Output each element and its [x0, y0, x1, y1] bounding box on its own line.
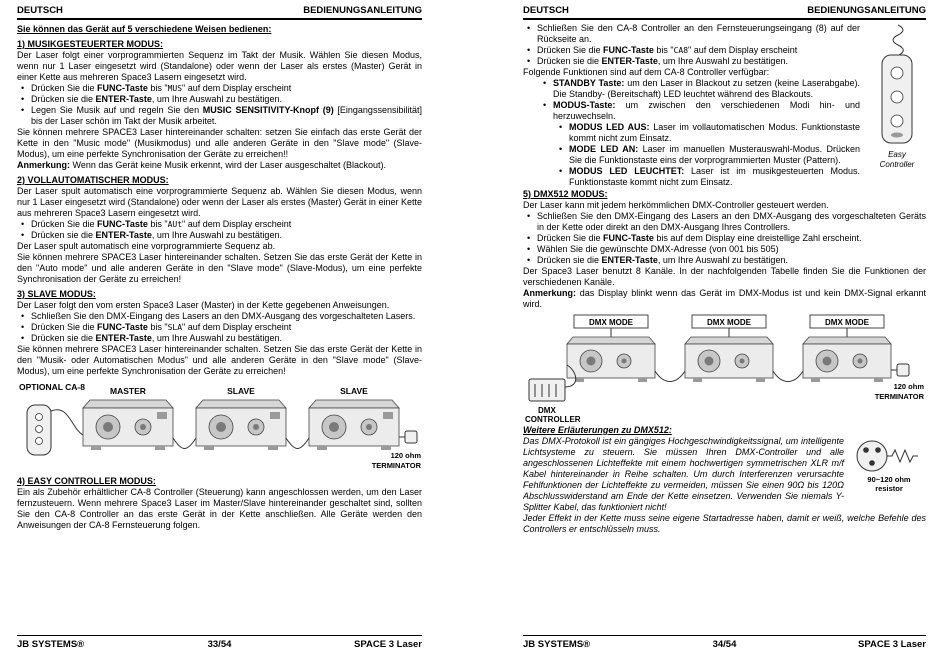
text-run: um zwischen den verschiedenen Modi hin- und herzuwechseln. — [553, 100, 860, 121]
bullet-marker: • — [21, 94, 25, 104]
dmx-unit-1-drawing — [567, 315, 655, 382]
section-heading — [17, 175, 422, 186]
footer-product: SPACE 3 Laser — [354, 639, 422, 650]
terminator-plug-drawing — [891, 364, 909, 376]
text-run: Drücken Sie die — [31, 322, 98, 332]
text-run: [Eingangssensibilität] bis der Laser schön im Takt der Musik arbeitet. — [31, 105, 422, 126]
bold-text: Anmerkung: — [523, 288, 577, 298]
paragraph — [17, 252, 422, 285]
laser-unit-slave1-drawing — [196, 386, 286, 450]
text-run: , um Ihre Auswahl zu bestätigen. — [657, 255, 788, 265]
bold-text: MODUS LED AUS: — [569, 122, 650, 132]
text-run: Drücken sie die — [31, 333, 96, 343]
dmx-unit-2-drawing — [685, 315, 773, 382]
bullet-item — [17, 83, 422, 94]
unit-label-slave2: SLAVE — [340, 386, 368, 396]
bullet-item — [17, 105, 422, 127]
dmx-link-cable-1 — [655, 371, 685, 382]
bullet-marker: • — [21, 219, 25, 229]
paragraph — [17, 186, 422, 219]
bullet-marker: • — [543, 78, 547, 88]
text-run: 4) EASY CONTROLLER MODUS: — [17, 476, 156, 486]
bold-text: FUNC-Taste — [97, 322, 148, 332]
text-run: Laser ist im musikgesteuerten Modus. Funktionstaste kommt nicht zum Einsatz. — [569, 166, 860, 187]
text-run: Wählen Sie die gewünschte DMX-Adresse (von 001 bis 505) — [537, 244, 779, 254]
text-run: Laser im vollautomatischen Modus. Funktionstaste kommt nicht zum Einsatz. — [569, 122, 860, 143]
bold-text: ENTER-Taste — [95, 333, 152, 343]
text-run: 5) DMX512 MODUS: — [523, 189, 608, 199]
text-run: Laser im manuellen Musterauswahl-Modus. Drücken Sie die Funktionstaste eins der vorprogrammierten Muster (Pattern). — [569, 144, 860, 165]
controller-caption-line1: Easy — [888, 150, 906, 159]
paragraph — [17, 50, 422, 83]
header-title: BEDIENUNGSANLEITUNG — [303, 5, 422, 16]
display-code: MUS — [167, 84, 183, 93]
paragraph — [523, 67, 926, 78]
bullet-item — [17, 219, 422, 230]
text-run: Der Laser spult automatisch eine vorprogrammierte Sequenz ab. — [17, 241, 276, 251]
text-run: , um Ihre Auswahl zu bestätigen. — [151, 333, 282, 343]
paragraph — [523, 266, 926, 288]
bullet-marker: • — [527, 23, 531, 33]
page-footer — [523, 635, 926, 650]
bold-text: MODUS-Taste: — [553, 100, 616, 110]
bullet-item — [523, 56, 926, 67]
bullet-marker: • — [559, 166, 563, 176]
dmx-controller-label-line1: DMX — [538, 406, 556, 415]
text-run: bis " — [653, 45, 674, 55]
header-title: BEDIENUNGSANLEITUNG — [807, 5, 926, 16]
text-run: Ein als Zubehör erhältlicher CA-8 Controller (Steuerung) kann angeschlossen werden, um den Laser fernzusteuern. Wenn mehrere Space3 Laser im Master/Slave hintereinander geschaltet sind, sollten Sie den CA-8 Controller an das erste Gerät in der Kette anschließen. Alle Geräte werden den Anweisungen der CA-8 Fernsteuerung folgen. — [17, 487, 422, 530]
paragraph — [523, 513, 926, 535]
text-run: Drücken Sie die — [31, 83, 98, 93]
bullet-item — [523, 122, 926, 144]
text-run: , um Ihre Auswahl zu bestätigen. — [151, 230, 282, 240]
text-run: Jeder Effekt in der Kette muss seine eigene Startadresse haben, damit er weiß, welche Befehle des Controllers er entschlüsseln muss. — [523, 513, 926, 534]
section-heading — [17, 24, 422, 35]
bullet-marker: • — [21, 322, 25, 332]
text-run: Folgende Funktionen sind auf dem CA-8 Controller verfügbar: — [523, 67, 770, 77]
text-run: Wenn das Gerät keine Musik erkennt, wird der Laser ausgeschaltet (Blackout). — [70, 160, 386, 170]
bullet-marker: • — [559, 122, 563, 132]
bullet-item — [523, 211, 926, 233]
paragraph — [17, 241, 422, 252]
text-run: Sie können das Gerät auf 5 verschiedene Weisen bedienen: — [17, 24, 272, 34]
text-run: Drücken Sie die — [31, 219, 98, 229]
display-code: CA8 — [673, 46, 689, 55]
bold-text: MUSIC SENSITIVITY-Knopf (9) — [202, 105, 334, 115]
optional-ca8-label: OPTIONAL CA-8 — [19, 382, 85, 392]
resistor-label-line2: resistor — [875, 484, 903, 493]
terminator-label-line2: TERMINATOR — [371, 461, 421, 470]
terminator-resistor-figure — [852, 436, 926, 497]
bold-text: FUNC-Taste — [97, 219, 148, 229]
controller-caption-line2: Controller — [879, 160, 915, 169]
page-body — [17, 20, 422, 633]
bullet-item — [523, 78, 926, 100]
text-run: Legen Sie Musik auf und regeln Sie den — [31, 105, 203, 115]
bullet-item — [17, 311, 422, 322]
text-run: Drücken Sie die — [537, 45, 604, 55]
text-run: Das DMX-Protokoll ist ein gängiges Hochgeschwindigkeitssignal, um intelligente Lichtsysteme zu steuern. Sie müssen Ihren DMX-Controller und alle angeschlossenen Lichteffekte mit einem hochwertigen symmetrischen XLR m/f Kabel hintereinander in Reihe schalten. Um durch Interferenzen verursachte Fehlfunktionen der Lichteffekte zu vermeiden, müssen Sie einen 90Ω bis 120Ω Abschlusswiderstand am Ende der Kette einsetzen. Verwenden Sie niemals Y-Splitter Kabel, das funktioniert nicht! — [523, 436, 844, 512]
bullet-marker: • — [543, 100, 547, 110]
text-run: " auf dem Display erscheint — [182, 322, 292, 332]
bold-text: STANDBY Taste: — [553, 78, 625, 88]
bullet-item — [17, 230, 422, 241]
text-run: Der Laser folgt einer vorprogrammierten Sequenz im Takt der Musik. Wählen Sie diesen Modus, wenn nur 1 Laser eingesetzt wird (Standalone) oder wenn der Laser als erstes (Master) Gerät in einer Kette aus mehreren Space3 Lasern eingesetzt wird. — [17, 50, 422, 82]
text-run: um den Laser in Blackout zu setzen (keine Laserabgabe). Die Standby- (Bereitschaft) LED leuchtet während des Blackouts. — [553, 78, 861, 99]
bold-text: ENTER-Taste — [95, 94, 152, 104]
text-run: Der Space3 Laser benutzt 8 Kanäle. In der nachfolgenden Tabelle finden Sie die Funktionen der verschiedenen Kanäle. — [523, 266, 926, 287]
bullet-marker: • — [527, 56, 531, 66]
text-run: Drücken sie die — [537, 255, 602, 265]
section-heading — [523, 189, 926, 200]
text-run: Schließen Sie den CA-8 Controller an den Fernsteuerungseingang (8) auf der Rückseite an. — [537, 23, 860, 44]
dmx-controller-label-line2: CONTROLLER — [525, 415, 581, 423]
text-run: , um Ihre Auswahl zu bestätigen. — [151, 94, 282, 104]
bold-text: MODUS LED LEUCHTET: — [569, 166, 685, 176]
bold-text: Anmerkung: — [17, 160, 71, 170]
text-blocks-dmx-notes-heading — [523, 425, 926, 436]
bullet-item — [523, 244, 926, 255]
text-run: Der Laser kann mit jedem herkömmlichen DMX-Controller gesteuert werden. — [523, 200, 829, 210]
text-blocks-sections-1-3 — [17, 24, 422, 377]
bullet-item — [17, 333, 422, 344]
text-run: Drücken sie die — [537, 56, 602, 66]
bold-text: ENTER-Taste — [95, 230, 152, 240]
bullet-marker: • — [21, 230, 25, 240]
paragraph — [523, 200, 926, 211]
text-run: bis " — [147, 322, 168, 332]
terminator-plug-drawing — [399, 431, 417, 443]
unit-label-slave1: SLAVE — [227, 386, 255, 396]
dmx-mode-label-2: DMX MODE — [707, 318, 751, 327]
text-run: 3) SLAVE MODUS: — [17, 289, 96, 299]
text-run: " auf dem Display erscheint — [688, 45, 798, 55]
bold-text: ENTER-Taste — [601, 255, 658, 265]
bullet-item — [523, 144, 926, 166]
text-run: Drücken sie die — [31, 230, 96, 240]
text-run: " auf dem Display erscheint — [182, 219, 292, 229]
dmx-unit-3-drawing — [803, 315, 891, 382]
text-run: Schließen Sie den DMX-Eingang des Lasers an den DMX-Ausgang des vorgeschalteten Geräts in der Kette oder direkt an den DMX-Ausgang Ihres Controllers. — [537, 211, 926, 232]
bullet-item — [523, 255, 926, 266]
link-cable-2 — [286, 438, 309, 449]
bold-text: ENTER-Taste — [601, 56, 658, 66]
bullet-marker: • — [21, 311, 25, 321]
laser-unit-slave2-drawing — [309, 386, 399, 450]
footer-brand: JB SYSTEMS® — [523, 639, 591, 650]
text-run: Drücken Sie die — [537, 233, 604, 243]
text-run: 1) MUSIKGESTEUERTER MODUS: — [17, 39, 164, 49]
bold-text: MODE LED AN: — [569, 144, 639, 154]
dmx-mode-label-1: DMX MODE — [589, 318, 633, 327]
dmx-link-cable-2 — [773, 371, 803, 382]
footer-page-number: 34/54 — [712, 639, 737, 650]
bullet-marker: • — [527, 233, 531, 243]
bullet-item — [523, 45, 926, 56]
bullet-marker: • — [21, 105, 25, 115]
bullet-marker: • — [527, 255, 531, 265]
terminator-label-line1: 120 ohm — [893, 382, 924, 391]
section-heading — [17, 39, 422, 50]
ca8-remote-drawing — [27, 405, 83, 455]
page-header — [523, 5, 926, 20]
bullet-marker: • — [527, 211, 531, 221]
header-language-label: DEUTSCH — [523, 5, 569, 16]
bold-text: FUNC-Taste — [603, 45, 654, 55]
page-right — [475, 0, 950, 654]
laser-unit-master-drawing — [83, 386, 173, 450]
paragraph — [523, 288, 926, 310]
text-blocks-section-5 — [523, 189, 926, 310]
bullet-marker: • — [559, 144, 563, 154]
header-language-label: DEUTSCH — [17, 5, 63, 16]
page-header — [17, 5, 422, 20]
paragraph — [17, 487, 422, 531]
bullet-item — [523, 100, 926, 122]
terminator-label-line1: 120 ohm — [390, 451, 421, 460]
text-run: Schließen Sie den DMX-Eingang des Lasers an den DMX-Ausgang des vorgeschalteten Lasers. — [31, 311, 416, 321]
text-run: bis " — [147, 83, 168, 93]
dmx-chain-figure — [523, 313, 926, 423]
xlr-resistor-drawing — [852, 436, 926, 494]
text-run: das Display blinkt wenn das Gerät im DMX-Modus ist und kein DMX-Signal erkannt wird. — [523, 288, 926, 309]
text-run: Weitere Erläuterungen zu DMX512: — [523, 425, 672, 435]
bullet-item — [17, 322, 422, 333]
text-run: Sie können mehrere SPACE3 Laser hintereinander schalten. Setzen Sie das erste Gerät der Kette in den "Musik- oder Automatischen Modus" und alle anderen Geräte in den "Slave mode" (Slave-Modus), um eine perfekte Synchronisation der Geräte zu erreichen! — [17, 344, 422, 376]
bullet-marker: • — [527, 244, 531, 254]
page-body — [523, 20, 926, 633]
text-run: Sie können mehrere SPACE3 Laser hintereinander schalten: setzen Sie einfach das erste Gerät der Kette in den "Music mode" (Musikmodus) und alle anderen Geräte in den "Slave mode" (Slave-Modus), um eine perfekte Synchronisation der Geräte zu erreichen!! — [17, 127, 422, 159]
footer-product: SPACE 3 Laser — [858, 639, 926, 650]
section-heading — [523, 425, 926, 436]
resistor-label-line1: 90~120 ohm — [867, 475, 911, 484]
terminator-label-line2: TERMINATOR — [874, 392, 924, 401]
bullet-marker: • — [21, 333, 25, 343]
paragraph — [17, 300, 422, 311]
text-run: bis " — [147, 219, 168, 229]
bullet-item — [523, 23, 926, 45]
master-slave-chain-figure — [17, 380, 422, 474]
footer-page-number: 33/54 — [207, 639, 232, 650]
bullet-item — [523, 233, 926, 244]
footer-brand: JB SYSTEMS® — [17, 639, 85, 650]
bold-text: FUNC-Taste — [603, 233, 654, 243]
bullet-marker: • — [21, 83, 25, 93]
text-run: Der Laser spult automatisch eine vorprogrammierte Sequenz ab. Wählen Sie diesen Modus, wenn nur 1 Laser eingesetzt wird (Standalone) oder wenn der Laser als erstes (Master) Gerät in einer Kette aus mehreren Space3 Lasern eingesetzt wird. — [17, 186, 422, 218]
text-run: Drücken sie die — [31, 94, 96, 104]
text-run: Der Laser folgt den vom ersten Space3 Laser (Master) in der Kette gegebenen Anweisungen. — [17, 300, 390, 310]
paragraph — [17, 160, 422, 171]
dmx-mode-label-3: DMX MODE — [825, 318, 869, 327]
text-run: Sie können mehrere SPACE3 Laser hintereinander schalten. Setzen Sie das erste Gerät der Kette in den "Auto mode" und alle anderen Geräte in den "Slave mode" (Slave-Modus), um eine perfekte Synchronisation der Geräte zu erreichen! — [17, 252, 422, 284]
resistor-symbol — [887, 450, 918, 462]
section-heading — [17, 476, 422, 487]
bold-text: FUNC-Taste — [97, 83, 148, 93]
unit-label-master: MASTER — [110, 386, 146, 396]
link-cable-1 — [173, 438, 196, 449]
section-heading — [17, 289, 422, 300]
paragraph — [17, 344, 422, 377]
text-run: " auf dem Display erscheint — [182, 83, 292, 93]
text-run: 2) VOLLAUTOMATISCHER MODUS: — [17, 175, 169, 185]
text-blocks-section-4 — [17, 476, 422, 531]
bullet-item — [17, 94, 422, 105]
page-footer — [17, 635, 422, 650]
bullet-item — [523, 166, 926, 188]
display-code: SLA — [167, 323, 183, 332]
paragraph — [17, 127, 422, 160]
text-run: , um Ihre Auswahl zu bestätigen. — [657, 56, 788, 66]
bullet-marker: • — [527, 45, 531, 55]
text-run: bis auf dem Display eine dreistellige Zahl erscheint. — [653, 233, 862, 243]
display-code: AUt — [167, 220, 183, 229]
text-blocks-ca8-functions — [523, 23, 926, 188]
